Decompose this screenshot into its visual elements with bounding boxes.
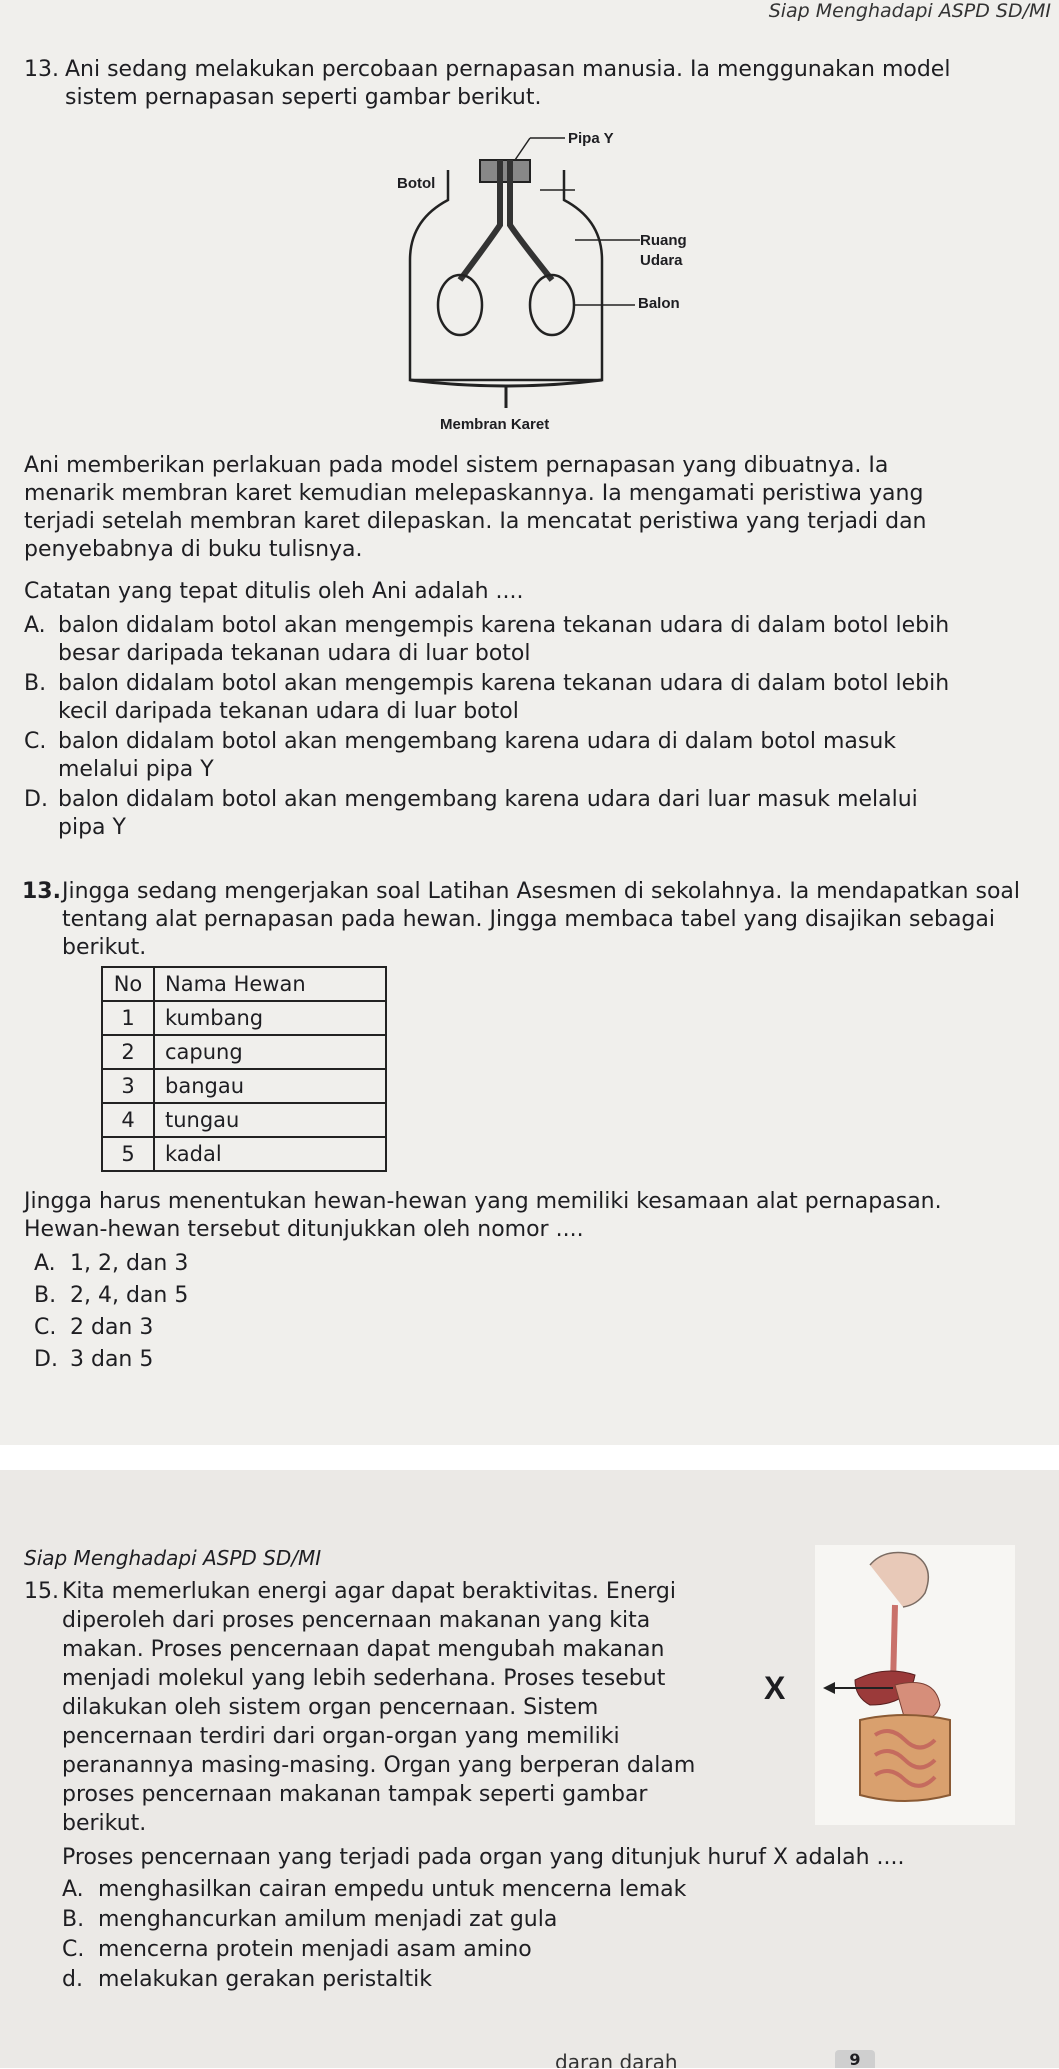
option-letter[interactable]: C. (24, 729, 47, 754)
option-a[interactable]: menghasilkan cairan empedu untuk mencerna lemak (98, 1877, 687, 1902)
option-c[interactable]: 2 dan 3 (70, 1315, 154, 1340)
question-text-line: proses pencernaan makanan tampak seperti gambar (62, 1782, 648, 1807)
option-a-line2[interactable]: besar daripada tekanan udara di luar botol (58, 641, 531, 666)
table-cell: 3 (102, 1069, 154, 1103)
digestive-system-figure (775, 1545, 1015, 1825)
question-text-line: menjadi molekul yang lebih sederhana. Proses tesebut (62, 1666, 666, 1691)
question-number: 13. (22, 879, 61, 904)
question-number: 13. (24, 57, 59, 82)
table-header: No (102, 967, 154, 1001)
option-b-line1[interactable]: balon didalam botol akan mengempis karena tekanan udara di dalam botol lebih (58, 671, 950, 696)
label-balon: Balon (638, 295, 680, 312)
table-cell: 2 (102, 1035, 154, 1069)
right-balloon (530, 275, 574, 335)
question-text-line: peranannya masing-masing. Organ yang berperan dalam (62, 1753, 696, 1778)
label-membran: Membran Karet (440, 416, 550, 433)
question-text-line: pencernaan terdiri dari organ-organ yang memiliki (62, 1724, 620, 1749)
label-x: X (764, 1670, 786, 1706)
paragraph-line: menarik membran karet kemudian melepaskannya. Ia mengamati peristiwa yang (24, 481, 924, 506)
label-udara: Udara (640, 252, 683, 269)
question-prompt: Proses pencernaan yang terjadi pada organ yang ditunjuk huruf X adalah .... (62, 1845, 905, 1870)
table-cell: 4 (102, 1103, 154, 1137)
option-letter[interactable]: D. (34, 1347, 58, 1372)
option-c[interactable]: mencerna protein menjadi asam amino (98, 1937, 532, 1962)
table-cell: bangau (154, 1069, 386, 1103)
question-text-line: berikut. (62, 1811, 147, 1836)
option-d-line1[interactable]: balon didalam botol akan mengembang karena udara dari luar masuk melalui (58, 787, 918, 812)
footer-fragment: daran darah (555, 2050, 678, 2068)
paragraph-line: Ani memberikan perlakuan pada model sistem pernapasan yang dibuatnya. Ia (24, 453, 889, 478)
option-d[interactable]: melakukan gerakan peristaltik (98, 1967, 432, 1992)
table-header-row (102, 967, 386, 1001)
table-row (102, 1069, 386, 1103)
label-pipa-y: Pipa Y (568, 130, 614, 147)
option-letter[interactable]: B. (34, 1283, 57, 1308)
table-cell: 1 (102, 1001, 154, 1035)
question-text-line: sistem pernapasan seperti gambar berikut. (65, 85, 542, 110)
label-ruang: Ruang (640, 232, 687, 249)
option-letter[interactable]: D. (24, 787, 48, 812)
option-b[interactable]: 2, 4, dan 5 (70, 1283, 189, 1308)
left-balloon (438, 275, 482, 335)
option-letter[interactable]: B. (24, 671, 47, 696)
option-letter[interactable]: C. (62, 1937, 85, 1962)
question-text-line: diperoleh dari proses pencernaan makanan yang kita (62, 1608, 651, 1633)
option-d[interactable]: 3 dan 5 (70, 1347, 154, 1372)
paragraph-line: penyebabnya di buku tulisnya. (24, 537, 363, 562)
page-bottom (0, 1470, 1059, 2068)
table-cell: kadal (154, 1137, 386, 1171)
table-cell: tungau (154, 1103, 386, 1137)
question-number: 15. (24, 1579, 59, 1604)
bottle-cap (480, 160, 530, 182)
option-letter[interactable]: A. (62, 1877, 84, 1902)
label-botol: Botol (397, 175, 436, 192)
option-letter[interactable]: A. (24, 613, 46, 638)
option-d-line2[interactable]: pipa Y (58, 815, 126, 840)
question-text-line: Ani sedang melakukan percobaan pernapasan manusia. Ia menggunakan model (65, 57, 951, 82)
table-row (102, 1001, 386, 1035)
table-cell: 5 (102, 1137, 154, 1171)
option-c-line1[interactable]: balon didalam botol akan mengembang karena udara di dalam botol masuk (58, 729, 897, 754)
question-text-line: Jingga sedang mengerjakan soal Latihan Asesmen di sekolahnya. Ia mendapatkan soal (62, 879, 1020, 904)
paragraph-line: terjadi setelah membran karet dilepaskan. Ia mencatat peristiwa yang terjadi dan (24, 509, 927, 534)
option-letter[interactable]: d. (62, 1967, 83, 1992)
page-header: Siap Menghadapi ASPD SD/MI (768, 0, 1051, 22)
table-row (102, 1137, 386, 1171)
option-b[interactable]: menghancurkan amilum menjadi zat gula (98, 1907, 558, 1932)
option-c-line2[interactable]: melalui pipa Y (58, 757, 214, 782)
table-row (102, 1035, 386, 1069)
table-row (102, 1103, 386, 1137)
page-header: Siap Menghadapi ASPD SD/MI (24, 1546, 322, 1570)
option-a[interactable]: 1, 2, dan 3 (70, 1251, 189, 1276)
option-letter[interactable]: A. (34, 1251, 56, 1276)
bottle-outline (410, 170, 602, 380)
page-number: 9 (835, 2050, 875, 2068)
table-cell: capung (154, 1035, 386, 1069)
animal-table (101, 966, 387, 1172)
table-header: Nama Hewan (154, 967, 386, 1001)
page-gap (0, 1445, 1059, 1470)
table-cell: kumbang (154, 1001, 386, 1035)
question-text-line: Kita memerlukan energi agar dapat beraktivitas. Energi (62, 1579, 676, 1604)
option-b-line2[interactable]: kecil daripada tekanan udara di luar botol (58, 699, 519, 724)
question-prompt: Catatan yang tepat ditulis oleh Ani adalah .... (24, 579, 524, 604)
question-text-line: berikut. (62, 935, 147, 960)
question-text-line: tentang alat pernapasan pada hewan. Jingga membaca tabel yang disajikan sebagai (62, 907, 995, 932)
question-text-line: Hewan-hewan tersebut ditunjukkan oleh nomor .... (24, 1217, 584, 1242)
option-letter[interactable]: B. (62, 1907, 85, 1932)
question-text-line: dilakukan oleh sistem organ pencernaan. Sistem (62, 1695, 599, 1720)
option-a-line1[interactable]: balon didalam botol akan mengempis karena tekanan udara di dalam botol lebih (58, 613, 950, 638)
option-letter[interactable]: C. (34, 1315, 57, 1340)
question-text-line: Jingga harus menentukan hewan-hewan yang memiliki kesamaan alat pernapasan. (24, 1189, 942, 1214)
question-text-line: makan. Proses pencernaan dapat mengubah makanan (62, 1637, 665, 1662)
